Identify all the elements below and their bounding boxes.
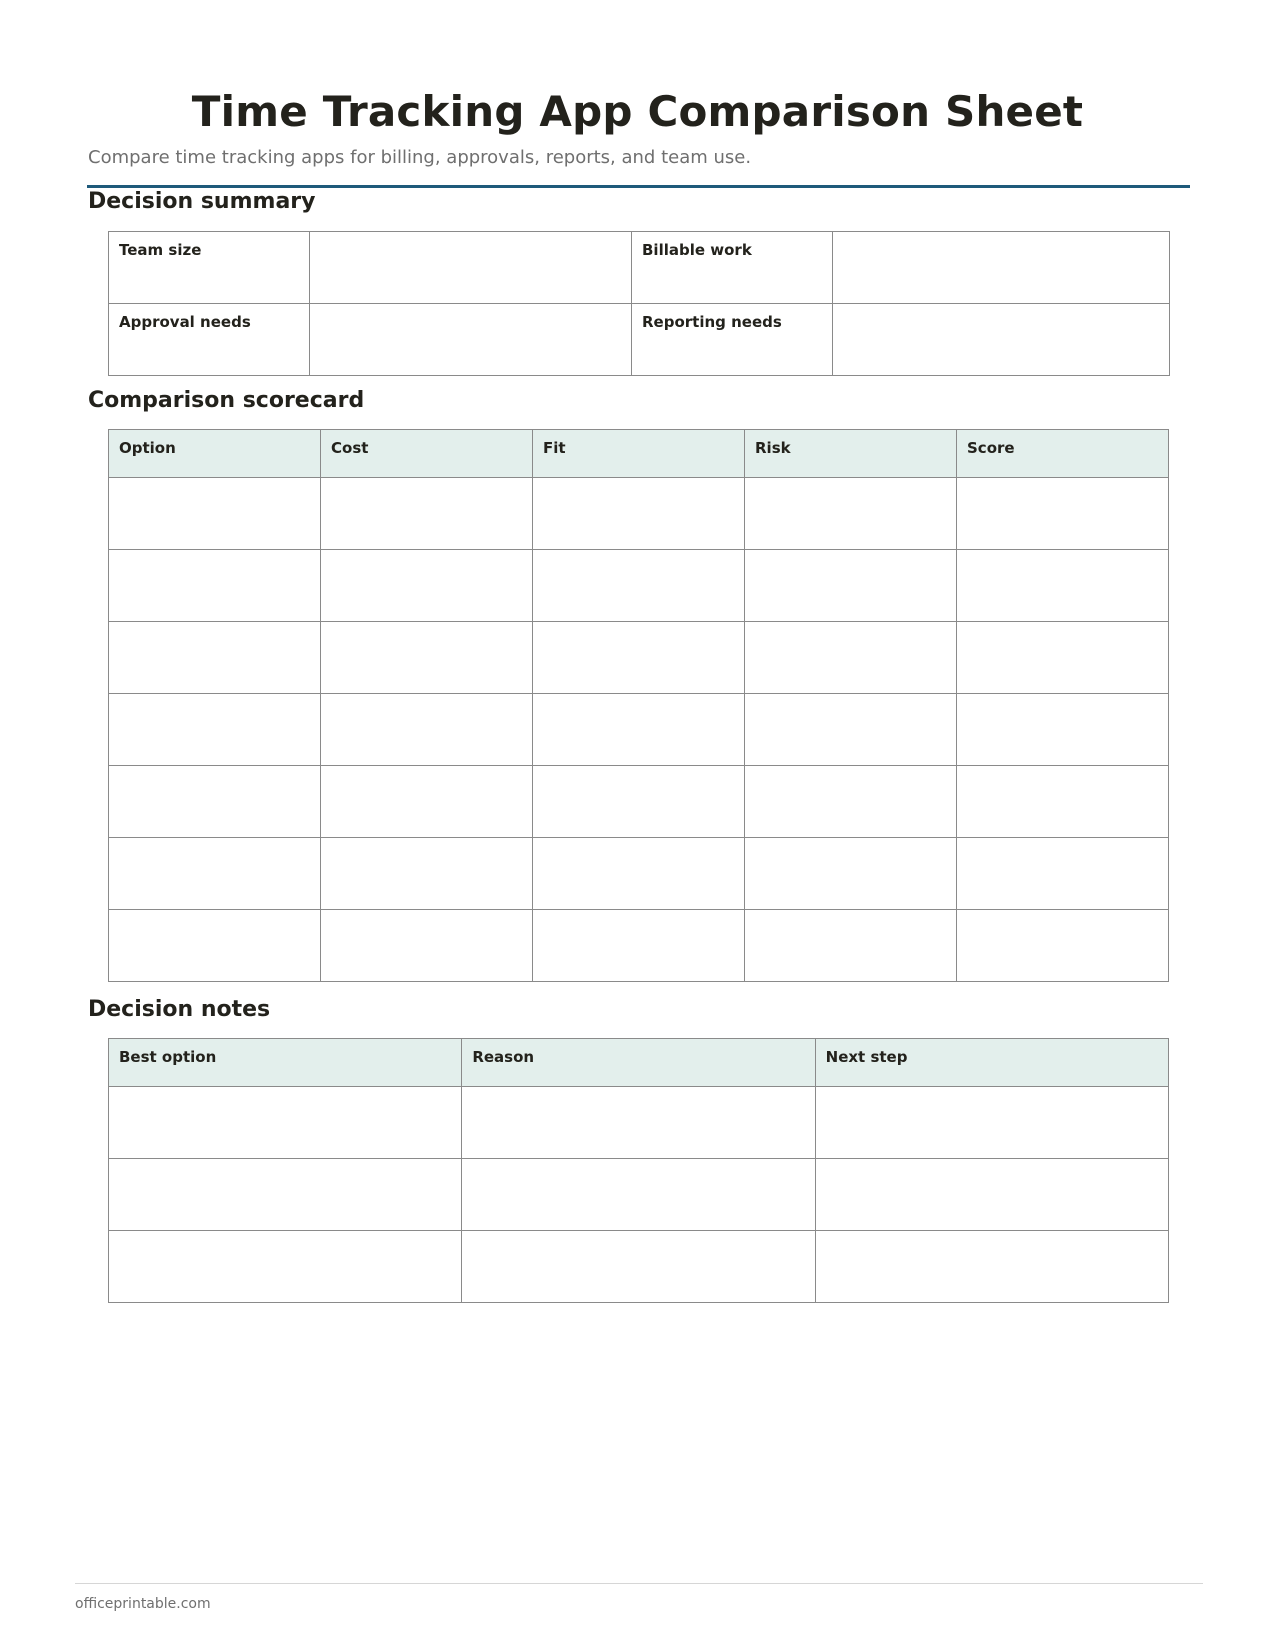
scorecard-cell-cost[interactable]	[321, 550, 533, 622]
scorecard-cell-risk[interactable]	[745, 838, 957, 910]
scorecard-cell-risk[interactable]	[745, 622, 957, 694]
approval-needs-label: Approval needs	[109, 304, 310, 376]
comparison-scorecard-heading: Comparison scorecard	[88, 388, 365, 413]
reporting-needs-label: Reporting needs	[632, 304, 833, 376]
scorecard-cell-fit[interactable]	[533, 838, 745, 910]
scorecard-row	[109, 550, 1169, 622]
billable-work-label: Billable work	[632, 232, 833, 304]
scorecard-cell-cost[interactable]	[321, 910, 533, 982]
notes-cell-best-option[interactable]	[109, 1231, 462, 1303]
notes-cell-next-step[interactable]	[815, 1231, 1168, 1303]
scorecard-cell-risk[interactable]	[745, 478, 957, 550]
notes-header-row	[109, 1039, 1169, 1087]
scorecard-cell-fit[interactable]	[533, 478, 745, 550]
scorecard-cell-option[interactable]	[109, 838, 321, 910]
scorecard-row	[109, 766, 1169, 838]
notes-cell-reason[interactable]	[462, 1231, 815, 1303]
scorecard-cell-score[interactable]	[957, 478, 1169, 550]
scorecard-cell-fit[interactable]	[533, 694, 745, 766]
scorecard-cell-fit[interactable]	[533, 550, 745, 622]
scorecard-cell-score[interactable]	[957, 694, 1169, 766]
scorecard-cell-risk[interactable]	[745, 694, 957, 766]
scorecard-body	[109, 478, 1169, 982]
reporting-needs-field[interactable]	[833, 304, 1170, 376]
page-title: Time Tracking App Comparison Sheet	[191, 87, 1084, 136]
scorecard-cell-cost[interactable]	[321, 478, 533, 550]
scorecard-cell-risk[interactable]	[745, 910, 957, 982]
scorecard-cell-risk[interactable]	[745, 550, 957, 622]
column-header-best-option: Best option	[109, 1039, 462, 1087]
notes-cell-next-step[interactable]	[815, 1087, 1168, 1159]
scorecard-cell-option[interactable]	[109, 910, 321, 982]
footer-divider	[75, 1583, 1203, 1584]
summary-row	[109, 304, 1170, 376]
column-header-fit: Fit	[533, 430, 745, 478]
scorecard-cell-fit[interactable]	[533, 622, 745, 694]
notes-cell-next-step[interactable]	[815, 1159, 1168, 1231]
scorecard-row	[109, 910, 1169, 982]
column-header-cost: Cost	[321, 430, 533, 478]
scorecard-cell-risk[interactable]	[745, 766, 957, 838]
scorecard-cell-option[interactable]	[109, 478, 321, 550]
notes-row	[109, 1159, 1169, 1231]
scorecard-header-row	[109, 430, 1169, 478]
scorecard-cell-score[interactable]	[957, 766, 1169, 838]
team-size-label: Team size	[109, 232, 310, 304]
scorecard-row	[109, 478, 1169, 550]
column-header-risk: Risk	[745, 430, 957, 478]
scorecard-cell-cost[interactable]	[321, 838, 533, 910]
summary-row	[109, 232, 1170, 304]
decision-summary-table	[108, 231, 1170, 376]
scorecard-cell-score[interactable]	[957, 910, 1169, 982]
scorecard-cell-option[interactable]	[109, 550, 321, 622]
notes-cell-reason[interactable]	[462, 1159, 815, 1231]
decision-summary-heading: Decision summary	[88, 189, 316, 214]
comparison-scorecard-table	[108, 429, 1169, 982]
scorecard-cell-score[interactable]	[957, 838, 1169, 910]
scorecard-cell-score[interactable]	[957, 622, 1169, 694]
approval-needs-field[interactable]	[310, 304, 632, 376]
scorecard-cell-cost[interactable]	[321, 766, 533, 838]
column-header-reason: Reason	[462, 1039, 815, 1087]
billable-work-field[interactable]	[833, 232, 1170, 304]
notes-cell-best-option[interactable]	[109, 1087, 462, 1159]
scorecard-row	[109, 838, 1169, 910]
scorecard-cell-option[interactable]	[109, 622, 321, 694]
notes-row	[109, 1231, 1169, 1303]
decision-notes-table	[108, 1038, 1169, 1303]
scorecard-cell-option[interactable]	[109, 694, 321, 766]
notes-body	[109, 1087, 1169, 1303]
scorecard-cell-cost[interactable]	[321, 622, 533, 694]
scorecard-cell-option[interactable]	[109, 766, 321, 838]
scorecard-row	[109, 694, 1169, 766]
page-subtitle: Compare time tracking apps for billing, approvals, reports, and team use.	[88, 147, 752, 168]
scorecard-cell-fit[interactable]	[533, 910, 745, 982]
column-header-option: Option	[109, 430, 321, 478]
column-header-next-step: Next step	[815, 1039, 1168, 1087]
scorecard-cell-score[interactable]	[957, 550, 1169, 622]
notes-cell-best-option[interactable]	[109, 1159, 462, 1231]
team-size-field[interactable]	[310, 232, 632, 304]
scorecard-cell-fit[interactable]	[533, 766, 745, 838]
notes-cell-reason[interactable]	[462, 1087, 815, 1159]
scorecard-cell-cost[interactable]	[321, 694, 533, 766]
decision-notes-heading: Decision notes	[88, 997, 271, 1022]
notes-row	[109, 1087, 1169, 1159]
scorecard-row	[109, 622, 1169, 694]
footer-site-name: officeprintable.com	[75, 1596, 211, 1612]
column-header-score: Score	[957, 430, 1169, 478]
